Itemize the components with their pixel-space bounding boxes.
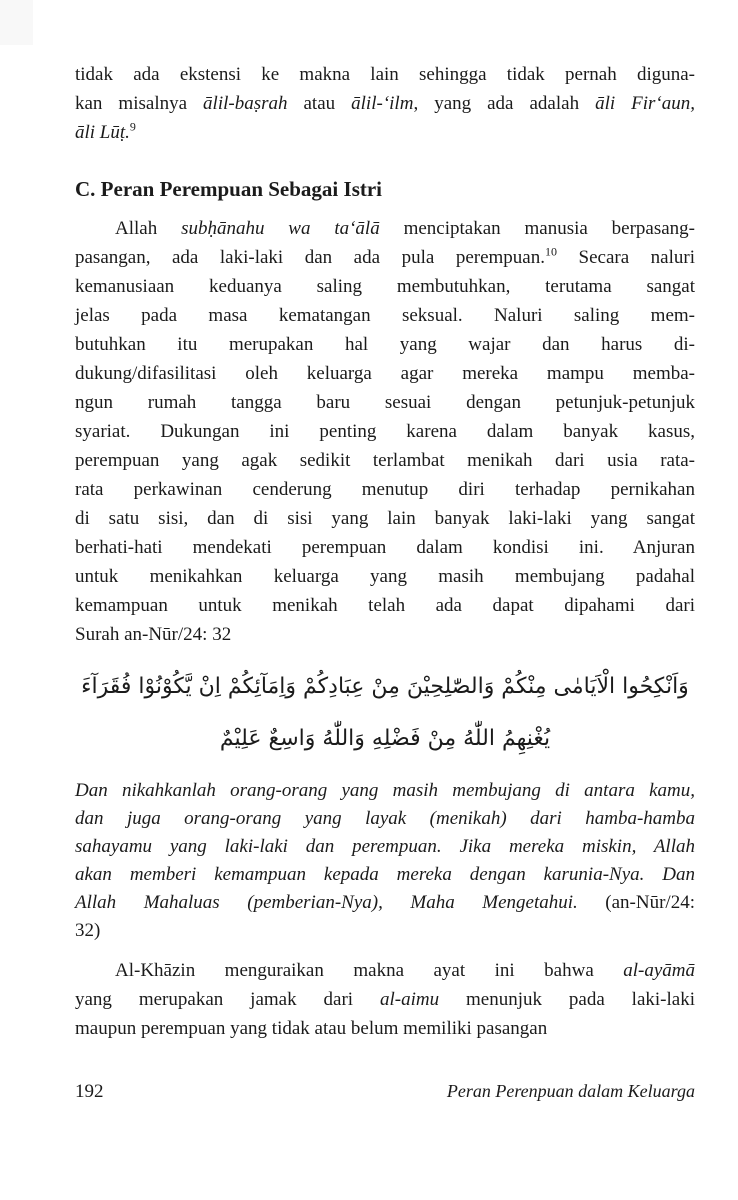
text-segment: menciptakan manusia berpasang-	[379, 218, 695, 239]
text-line	[75, 475, 695, 504]
text-line	[75, 89, 695, 118]
text-segment: ālil-baṣrah	[203, 93, 288, 114]
text-line	[75, 388, 695, 417]
text-segment: sahayamu yang laki-laki dan perempuan. Jika mereka miskin, Allah	[75, 836, 695, 857]
text-segment: perempuan yang agak sedikit terlambat menikah dari usia rata-	[75, 450, 695, 471]
text-line	[75, 985, 695, 1014]
text-segment: atau	[287, 93, 352, 114]
text-segment: subḥānahu wa ta‘ālā	[181, 218, 380, 239]
text-segment: al-ayāmā	[623, 960, 695, 981]
text-line	[75, 301, 695, 330]
text-line	[75, 330, 695, 359]
text-line	[75, 118, 695, 147]
footnote-ref: 10	[544, 244, 557, 259]
page-content	[75, 60, 695, 1043]
text-segment: 32)	[75, 920, 101, 941]
text-line	[75, 359, 695, 388]
footnote-ref: 9	[129, 119, 136, 134]
text-line	[75, 861, 695, 889]
page-number: 192	[75, 1081, 104, 1102]
running-title: Peran Perenpuan dalam Keluarga	[446, 1081, 695, 1101]
text-line	[75, 504, 695, 533]
page-footer	[75, 1081, 695, 1103]
text-line	[75, 620, 695, 649]
text-line	[75, 917, 695, 945]
text-segment: yang merupakan jamak dari	[75, 989, 380, 1010]
text-line	[75, 1014, 695, 1043]
text-segment: kemampuan untuk menikah telah ada dapat dipahami dari	[75, 595, 695, 616]
text-line	[75, 889, 695, 917]
text-segment: syariat. Dukungan ini penting karena dalam banyak kasus,	[75, 421, 695, 442]
text-line	[75, 805, 695, 833]
text-segment: jelas pada masa kematangan seksual. Naluri saling mem-	[75, 305, 695, 326]
intro-paragraph	[75, 60, 695, 147]
text-segment: Allah	[115, 218, 182, 239]
text-line	[75, 956, 695, 985]
body-paragraph	[75, 214, 695, 649]
translation-paragraph	[75, 777, 695, 945]
quran-verse	[75, 661, 695, 765]
text-segment: butuhkan itu merupakan hal yang wajar dan harus di-	[75, 334, 695, 355]
text-line	[75, 446, 695, 475]
text-segment: ālil-‘ilm	[351, 93, 414, 114]
text-segment: ngun rumah tangga baru sesuai dengan petunjuk-petunjuk	[75, 392, 695, 413]
text-segment: kemanusiaan keduanya saling membutuhkan, terutama sangat	[75, 276, 695, 297]
text-segment: maupun perempuan yang tidak atau belum memiliki pasangan	[75, 1018, 548, 1039]
text-segment: menunjuk pada laki-laki	[439, 989, 695, 1010]
text-segment: Allah Mahaluas (pemberian-Nya), Maha Mengetahui.	[75, 892, 606, 913]
text-segment: Surah an-Nūr/24: 32	[75, 624, 232, 645]
text-line	[75, 833, 695, 861]
text-line	[75, 243, 695, 272]
text-line	[75, 777, 695, 805]
closing-paragraph	[75, 956, 695, 1043]
text-line	[75, 533, 695, 562]
section-heading: C. Peran Perempuan Sebagai Istri	[75, 177, 383, 201]
text-segment: Al-Khāzin menguraikan makna ayat ini bahwa	[115, 960, 624, 981]
text-segment: kan misalnya	[75, 93, 204, 114]
text-segment: dan juga orang-orang yang layak (menikah) dari hamba-hamba	[75, 808, 695, 829]
text-line	[75, 591, 695, 620]
arabic-verse-line: وَاَنْكِحُوا الْاَيَامٰى مِنْكُمْ وَالصّٰلِحِيْنَ مِنْ عِبَادِكُمْ وَاِمَآئِكُمْ اِنْ يَّكُوْنُوْا فُقَرَآءَ	[81, 674, 689, 699]
text-line	[75, 417, 695, 446]
text-line	[75, 272, 695, 301]
text-segment: , yang ada adalah	[413, 93, 596, 114]
text-segment: berhati-hati mendekati perempuan dalam kondisi ini. Anjuran	[75, 537, 695, 558]
text-segment: tidak ada ekstensi ke makna lain sehingga tidak pernah diguna-	[75, 64, 695, 85]
text-line	[75, 214, 695, 243]
text-segment: Dan nikahkanlah orang-orang yang masih membujang di antara kamu,	[75, 780, 695, 801]
arabic-verse-line: يُغْنِهِمُ اللّٰهُ مِنْ فَضْلِهِ وَاللّٰهُ وَاسِعٌ عَلِيْمٌ	[219, 726, 551, 751]
text-segment: Secara naluri	[556, 247, 695, 268]
text-segment: pasangan, ada laki-laki dan ada pula perempuan.	[75, 247, 545, 268]
text-segment: di satu sisi, dan di sisi yang lain banyak laki-laki yang sangat	[75, 508, 695, 529]
text-segment: āli Lūṭ.	[75, 122, 130, 143]
text-segment: āli Fir‘aun,	[595, 93, 695, 114]
text-segment: untuk menikahkan keluarga yang masih membujang padahal	[75, 566, 695, 587]
text-segment: al-aimu	[379, 989, 440, 1010]
text-segment: dukung/difasilitasi oleh keluarga agar mereka mampu memba-	[75, 363, 695, 384]
text-segment: rata perkawinan cenderung menutup diri terhadap pernikahan	[75, 479, 695, 500]
text-segment: akan memberi kemampuan kepada mereka dengan karunia-Nya. Dan	[75, 864, 695, 885]
scan-artifact-top-left	[0, 0, 33, 45]
text-line	[75, 60, 695, 89]
text-segment: (an-Nūr/24:	[605, 892, 695, 913]
text-line	[75, 562, 695, 591]
